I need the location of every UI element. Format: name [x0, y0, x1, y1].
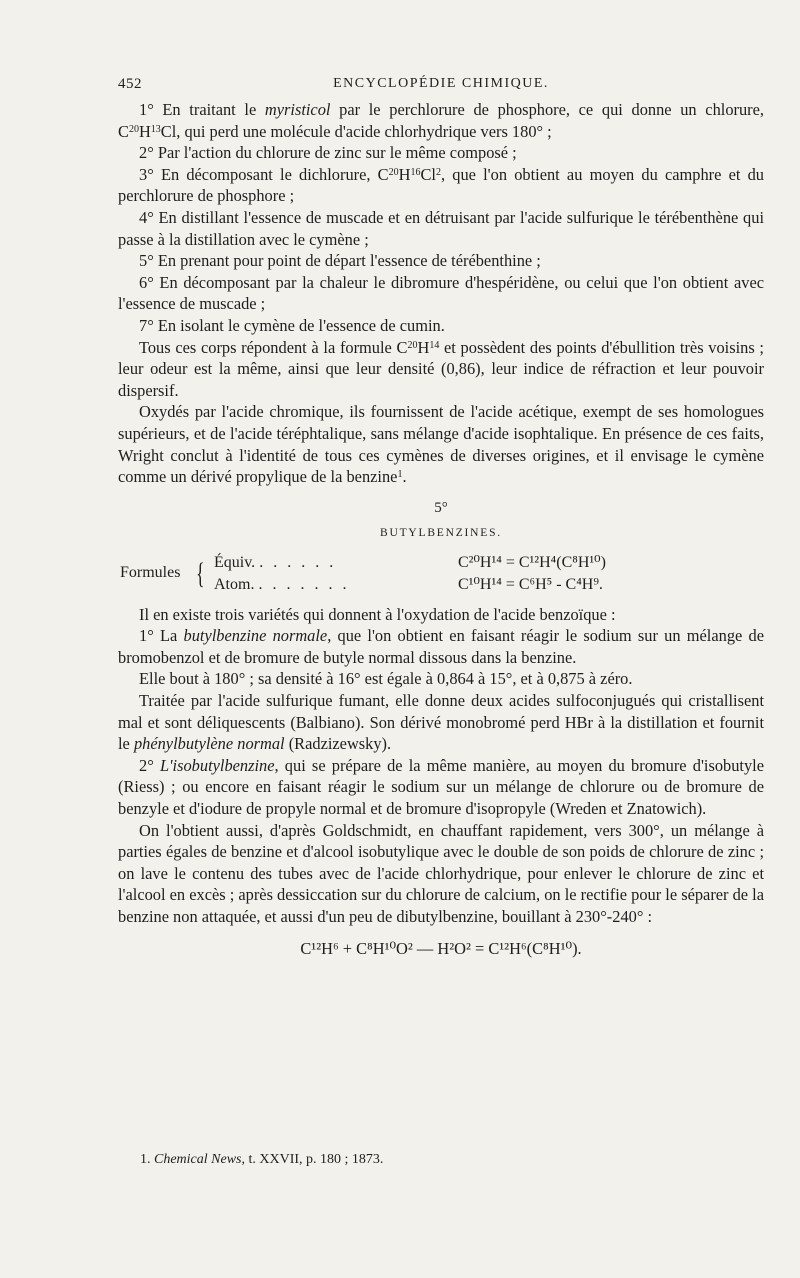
page-header — [118, 76, 764, 96]
formula-part: H — [417, 337, 430, 357]
variety-2-goldschmidt: On l'obtient aussi, d'après Goldschmidt, en chauffant rapidement, vers 300°, un mélange à parties égales de benzine et d'alcool isobutylique avec le double de son poids de chlorure de zinc ; on lave le contenu des tubes avec de l'acide chlorhydrique, pour enlever le chlorure de zinc et l'alcool en excès ; après dessiccation sur du chlorure de calcium, on le rectifie pour le séparer de la benzine non attaquée, et aussi d'un peu de dibutylbenzine, bouillant à 230°-240° : — [118, 820, 765, 926]
variety-text: , qui se prépare de la même manière, au moyen du bromure d'isobutyle (Riess) ; ou encore en faisant réagir le sodium sur un mélange de chlorure ou de bromure de benzyle et d'iodure de propyle normal et de bromure d'isopropyle (Wreden et Znatowich). — [118, 755, 764, 819]
superscript: 13 — [150, 123, 161, 135]
formula-part: Cl — [420, 164, 436, 184]
section-number: 5° — [434, 499, 448, 516]
method-item-3-text: 3° En décomposant le dichlorure, C — [139, 164, 389, 184]
method-item-2: 2° Par l'action du chlorure de zinc sur le même composé ; — [139, 143, 517, 163]
method-item-5: 5° En prenant pour point de départ l'essence de térébenthine ; — [139, 251, 541, 271]
paragraph-text: (Radzizewsky). — [284, 734, 392, 754]
paragraph-text: Tous ces corps répondent à la formule C — [139, 337, 408, 357]
method-item-1 — [118, 99, 764, 142]
formula-part: H — [138, 121, 151, 141]
formulas-block — [118, 550, 764, 600]
superscript: 14 — [429, 339, 440, 351]
variety-2 — [118, 755, 764, 820]
superscript: 16 — [410, 166, 421, 178]
footnote-reference: 1 — [397, 469, 403, 481]
superscript: 2 — [435, 166, 441, 178]
variety-name: L'isobutylbenzine — [159, 755, 275, 775]
method-item-6: 6° En décomposant par la chaleur le dibromure d'hespéridène, ou celui que l'on obtient avec l'essence de muscade ; — [118, 272, 764, 314]
formula-row-value: C²⁰H¹⁴ = C¹²H⁴(C⁸H¹⁰) — [458, 553, 606, 571]
formula-row-label: Atom. — [214, 575, 255, 593]
variety-1-boiling: Elle bout à 180° ; sa densité à 16° est égale à 0,864 à 15°, et à 0,875 à zéro. — [139, 669, 633, 689]
varieties-intro: Il en existe trois variétés qui donnent à l'oxydation de l'acide benzoïque : — [139, 604, 616, 624]
reaction-equation: C¹²H⁶ + C⁸H¹⁰O² — H²O² = C¹²H⁶(C⁸H¹⁰). — [300, 938, 582, 958]
variety-label: 2° — [139, 755, 160, 775]
section-title: BUTYLBENZINES. — [380, 526, 502, 539]
brace-glyph: { — [196, 556, 205, 590]
paragraph-text: Oxydés par l'acide chromique, ils fournissent de l'acide acétique, exempt de ses homologues supérieurs, et de l'acide téréphtalique, sans mélange d'acide isophtalique. En présence de ces faits, Wright conclut à l'identité de tous ces cymènes de diverses origines, et il envisage le cymène comme un dérivé propylique de la benzine — [118, 402, 764, 487]
paragraph-text: et possèdent des points d'ébullition très voisins ; leur odeur est la même, ainsi que leur densité (0,86), leur indice de réfraction et leur pouvoir dispersif. — [118, 337, 764, 400]
formula-row-equiv — [214, 552, 606, 574]
superscript: 20 — [388, 166, 399, 178]
page-body — [118, 99, 764, 964]
oxidation-paragraph — [118, 401, 764, 487]
method-item-1-text: par le perchlorure de phosphore, ce qui donne un chlorure, C — [118, 100, 764, 141]
variety-1-sulfuric — [118, 690, 764, 755]
footnote — [140, 1152, 383, 1168]
page-number: 452 — [118, 76, 142, 92]
footnote-mark: 1. — [140, 1152, 154, 1167]
formulas-label: Formules — [120, 563, 181, 581]
cymene-properties-paragraph — [118, 337, 764, 402]
leader-dots: . . . . . . — [259, 553, 337, 571]
method-item-3 — [118, 164, 764, 207]
variety-1 — [118, 625, 764, 668]
myristicol-term: myristicol — [264, 100, 331, 119]
method-item-1-label: 1° En traitant le — [139, 100, 265, 119]
footnote-journal: Chemical News — [154, 1152, 242, 1167]
formula-row-value: C¹⁰H¹⁴ = C⁶H⁵ - C⁴H⁹. — [458, 575, 603, 593]
formula-row-label: Équiv. — [214, 553, 256, 571]
method-item-7: 7° En isolant le cymène de l'essence de cumin. — [139, 315, 445, 335]
variety-label: 1° La — [139, 626, 184, 646]
method-item-4: 4° En distillant l'essence de muscade et en détruisant par l'acide sulfurique le térébenthène qui passe à la distillation avec le cymène ; — [118, 207, 764, 249]
superscript: 20 — [128, 123, 139, 135]
method-item-1-end: Cl, qui perd une molécule d'acide chlorhydrique vers 180° ; — [160, 121, 552, 141]
leader-dots: . . . . . . . — [258, 575, 350, 593]
superscript: 20 — [407, 339, 418, 351]
formula-part: H — [398, 164, 411, 184]
method-item-3-end: , que l'on obtient au moyen du camphre et du perchlorure de phosphore ; — [118, 164, 764, 206]
variety-name: butylbenzine normale — [183, 626, 328, 646]
footnote-citation: , t. XXVII, p. 180 ; 1873. — [241, 1152, 384, 1167]
running-head: ENCYCLOPÉDIE CHIMIQUE. — [333, 76, 549, 91]
paragraph-text: Traitée par l'acide sulfurique fumant, elle donne deux acides sulfoconjugués qui cristallisent mal et sont déliquescents (Balbiano). Son dérivé monobromé perd HBr à la distillation et fournit le — [118, 691, 764, 754]
formula-row-atom — [214, 574, 603, 596]
paragraph-end: . — [402, 467, 407, 487]
variety-text: , que l'on obtient en faisant réagir le sodium sur un mélange de bromobenzol et de bromure de butyle normal dissous dans la benzine. — [118, 626, 764, 667]
phenylbutylene-term: phénylbutylène normal — [133, 734, 285, 754]
